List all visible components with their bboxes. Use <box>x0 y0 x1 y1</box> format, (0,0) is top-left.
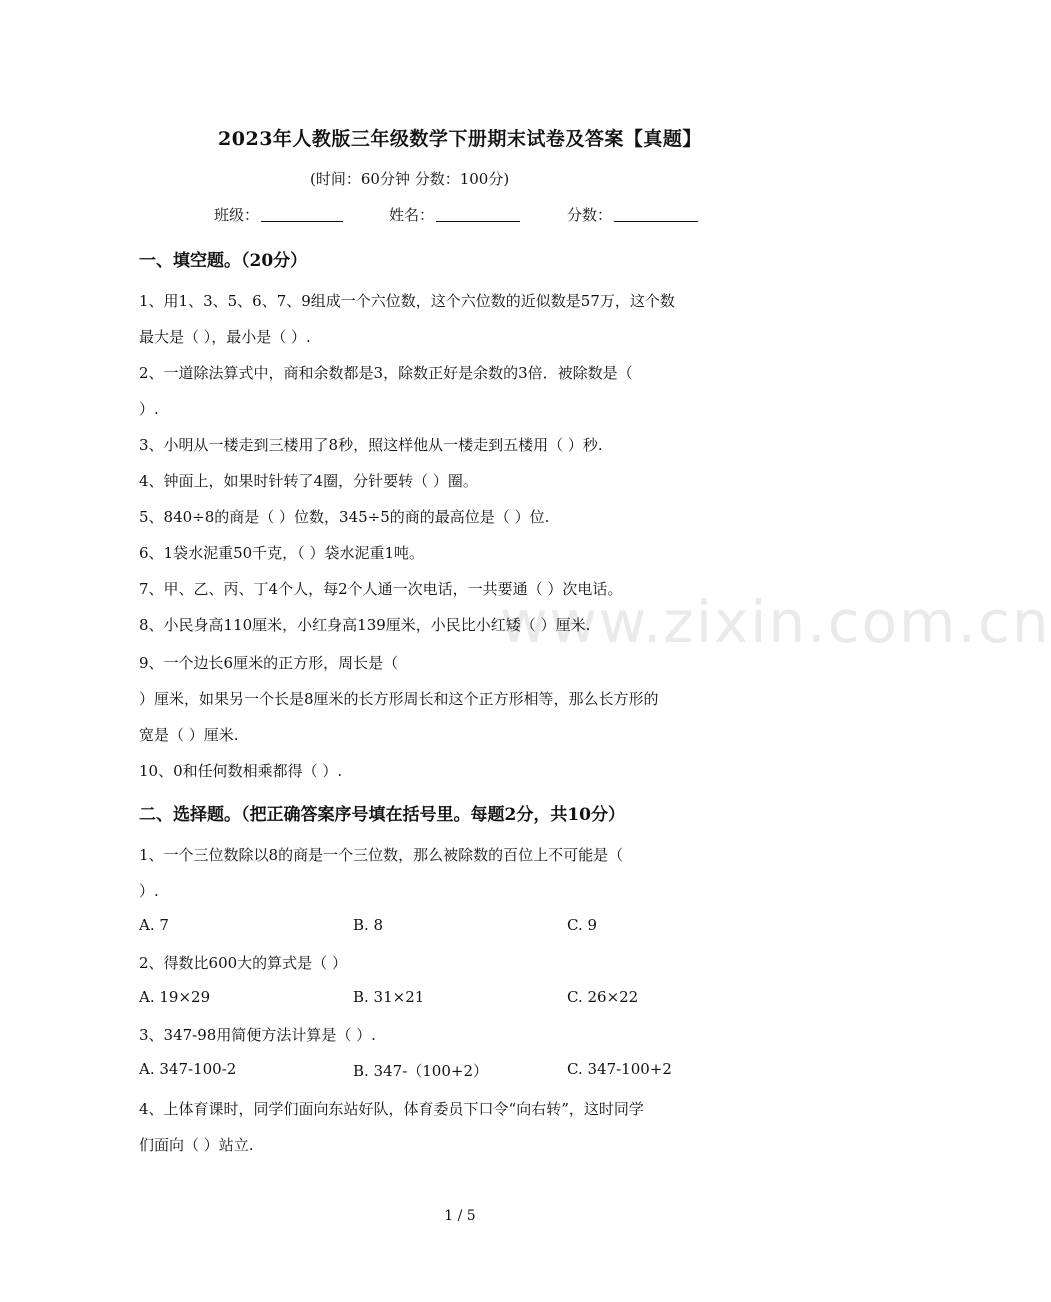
option-c: C. 9 <box>567 916 598 934</box>
question-line: 9、一个边长6厘米的正方形，周长是（ <box>139 654 399 672</box>
option-a: A. 19×29 <box>139 988 211 1006</box>
option-a: A. 347-100-2 <box>139 1060 237 1078</box>
class-label: 班级： <box>214 206 260 224</box>
choice-question-4-cont: 们面向（ ）站立. <box>139 1136 254 1154</box>
option-b: B. 8 <box>353 916 384 934</box>
question-line: 3、小明从一楼走到三楼用了8秒，照这样他从一楼走到五楼用（ ）秒. <box>139 436 603 454</box>
score-blank <box>614 205 698 222</box>
choice-question-1-cont: ）. <box>139 882 159 900</box>
watermark: www.zixin.com.cn <box>500 588 1051 656</box>
question-line: ）. <box>139 400 159 418</box>
option-c: C. 26×22 <box>567 988 639 1006</box>
name-label: 姓名： <box>389 206 435 224</box>
question-line: 6、1袋水泥重50千克，（ ）袋水泥重1吨。 <box>139 544 424 562</box>
name-blank <box>436 205 520 222</box>
class-field <box>214 204 343 225</box>
choice-question-4: 4、上体育课时，同学们面向东站好队，体育委员下口令“向右转”，这时同学 <box>139 1100 644 1118</box>
page-number: 1 / 5 <box>444 1208 476 1224</box>
option-c: C. 347-100+2 <box>567 1060 672 1078</box>
choice-question-1: 1、一个三位数除以8的商是一个三位数，那么被除数的百位上不可能是（ <box>139 846 624 864</box>
question-line: 1、用1、3、5、6、7、9组成一个六位数，这个六位数的近似数是57万，这个数 <box>139 292 675 310</box>
question-line: 8、小民身高110厘米，小红身高139厘米，小民比小红矮（ ）厘米. <box>139 616 591 634</box>
name-field <box>389 204 520 225</box>
choice-question-3: 3、347-98用简便方法计算是（ ）. <box>139 1026 376 1044</box>
question-line: 10、0和任何数相乘都得（ ）. <box>139 762 343 780</box>
question-line: ）厘米，如果另一个长是8厘米的长方形周长和这个正方形相等，那么长方形的 <box>139 690 659 708</box>
question-line: 宽是（ ）厘米. <box>139 726 239 744</box>
score-field <box>567 204 698 225</box>
question-line: 5、840÷8的商是（ ）位数，345÷5的商的最高位是（ ）位. <box>139 508 550 526</box>
section-heading-choice: 二、选择题。（把正确答案序号填在括号里。每题2分，共10分） <box>139 805 625 825</box>
question-line: 最大是（ ），最小是（ ）. <box>139 328 311 346</box>
option-b: B. 31×21 <box>353 988 425 1006</box>
option-b: B. 347-（100+2） <box>353 1062 489 1080</box>
question-line: 2、一道除法算式中，商和余数都是3，除数正好是余数的3倍．被除数是（ <box>139 364 633 382</box>
question-line: 4、钟面上，如果时针转了4圈，分针要转（ ）圈。 <box>139 472 478 490</box>
section-heading-fill-blank: 一、填空题。（20分） <box>139 251 308 271</box>
class-blank <box>261 205 343 222</box>
document-title: 2023年人教版三年级数学下册期末试卷及答案【真题】 <box>218 128 702 150</box>
score-label: 分数： <box>567 206 613 224</box>
question-line: 7、甲、乙、丙、丁4个人，每2个人通一次电话，一共要通（ ）次电话。 <box>139 580 623 598</box>
choice-question-2: 2、得数比600大的算式是（ ） <box>139 954 347 972</box>
option-a: A. 7 <box>139 916 169 934</box>
exam-time-score: (时间：60分钟 分数：100分) <box>310 170 510 188</box>
